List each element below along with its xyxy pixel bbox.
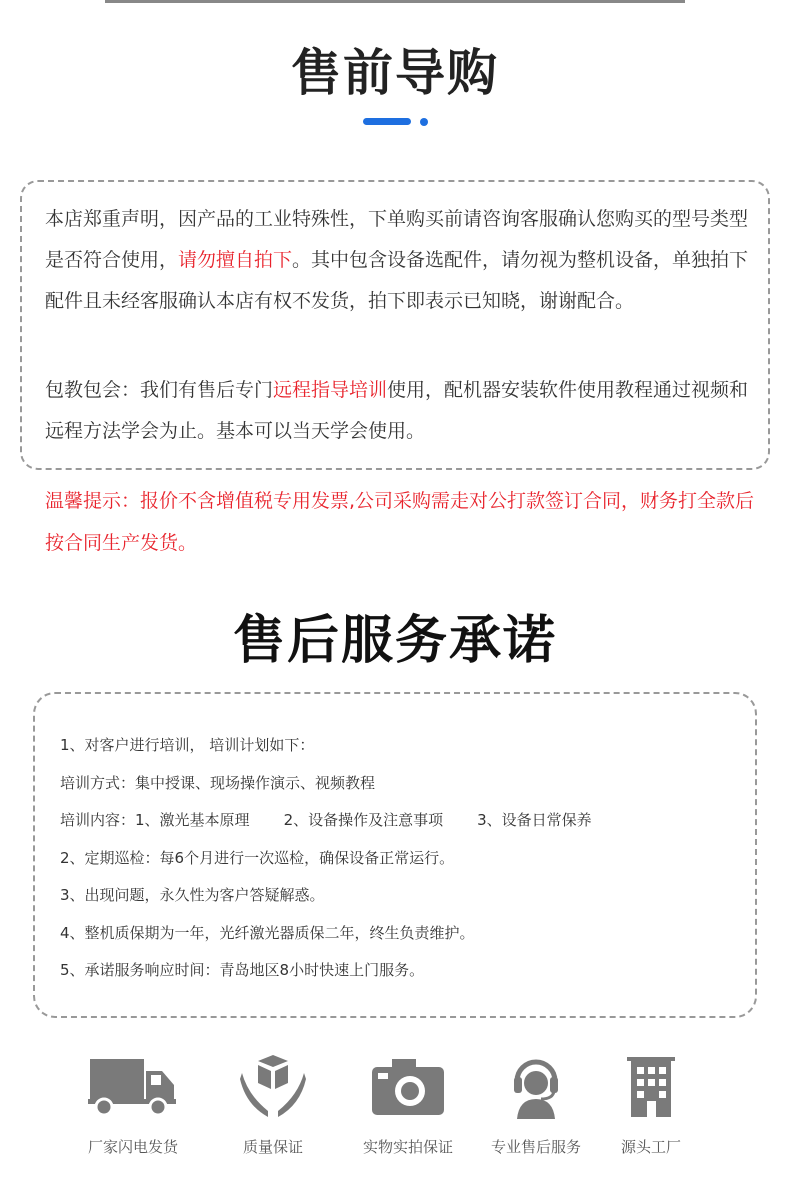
top-divider bbox=[105, 0, 685, 3]
training-content-2: 2、设备操作及注意事项 bbox=[283, 811, 444, 829]
list-item-training-content bbox=[60, 802, 740, 840]
list-item: 5、承诺服务响应时间：青岛地区8小时快速上门服务。 bbox=[60, 961, 425, 979]
title-accent-dot bbox=[420, 118, 428, 126]
feature-label: 源头工厂 bbox=[620, 1138, 681, 1156]
guarantee-text-2: 使用，配机器安装软件使用教程通过视频和远程方法学会为止。基本可以当天学会使用。 bbox=[45, 379, 749, 442]
training-guarantee bbox=[45, 370, 765, 452]
feature-factory bbox=[576, 1055, 726, 1157]
aftersale-title: 售后服务承诺 bbox=[232, 611, 557, 671]
feature-shipping bbox=[58, 1055, 208, 1157]
presale-statement bbox=[45, 199, 765, 322]
presale-title: 售前导购 bbox=[291, 44, 499, 102]
guarantee-highlight: 远程指导培训 bbox=[273, 379, 388, 401]
statement-text-2: 。其中包含设备选配件，请勿视为整机设备，单独拍下配件且未经客服确认本店有权不发货，拍下即表示已知晓，谢谢配合。 bbox=[45, 249, 749, 312]
list-item: 2、定期巡检：每6个月进行一次巡检，确保设备正常运行。 bbox=[60, 848, 455, 867]
list-item: 3、出现问题，永久性为客户答疑解惑。 bbox=[60, 886, 325, 904]
box-shield-icon bbox=[238, 1055, 308, 1119]
training-content-3: 3、设备日常保养 bbox=[477, 811, 592, 829]
title-accent-bar bbox=[363, 118, 411, 125]
list-item: 1、对客户进行培训， 培训计划如下： bbox=[60, 736, 315, 754]
feature-label: 质量保证 bbox=[242, 1138, 303, 1156]
feature-label: 实物实拍保证 bbox=[362, 1138, 453, 1156]
guarantee-text-1: 包教包会：我们有售后专门 bbox=[45, 379, 274, 401]
factory-building-icon bbox=[627, 1055, 675, 1119]
training-content-1: 1、激光基本原理 bbox=[135, 811, 250, 829]
warning-note: 温馨提示：报价不含增值税专用发票,公司采购需走对公打款签订合同，财务打全款后按合同生产发货。 bbox=[45, 490, 755, 554]
camera-icon bbox=[370, 1055, 446, 1119]
statement-text-1: 本店郑重声明，因产品的工业特殊性，下单购买前请咨询客服确认您购买的型号类型是否符合使用， bbox=[45, 208, 749, 271]
feature-quality bbox=[198, 1055, 348, 1157]
aftersale-list bbox=[60, 727, 740, 990]
list-item: 4、整机质保期为一年，光纤激光器质保二年，终生负责维护。 bbox=[60, 923, 475, 942]
headset-agent-icon bbox=[511, 1055, 561, 1119]
list-item: 培训方式：集中授课、现场操作演示、视频教程 bbox=[60, 773, 376, 792]
training-content-label: 培训内容： bbox=[60, 811, 136, 829]
feature-label: 专业售后服务 bbox=[490, 1138, 581, 1156]
truck-icon bbox=[88, 1055, 178, 1119]
features-row bbox=[0, 1055, 790, 1155]
statement-highlight: 请勿擅自拍下 bbox=[178, 249, 293, 271]
feature-label: 厂家闪电发货 bbox=[87, 1138, 178, 1156]
